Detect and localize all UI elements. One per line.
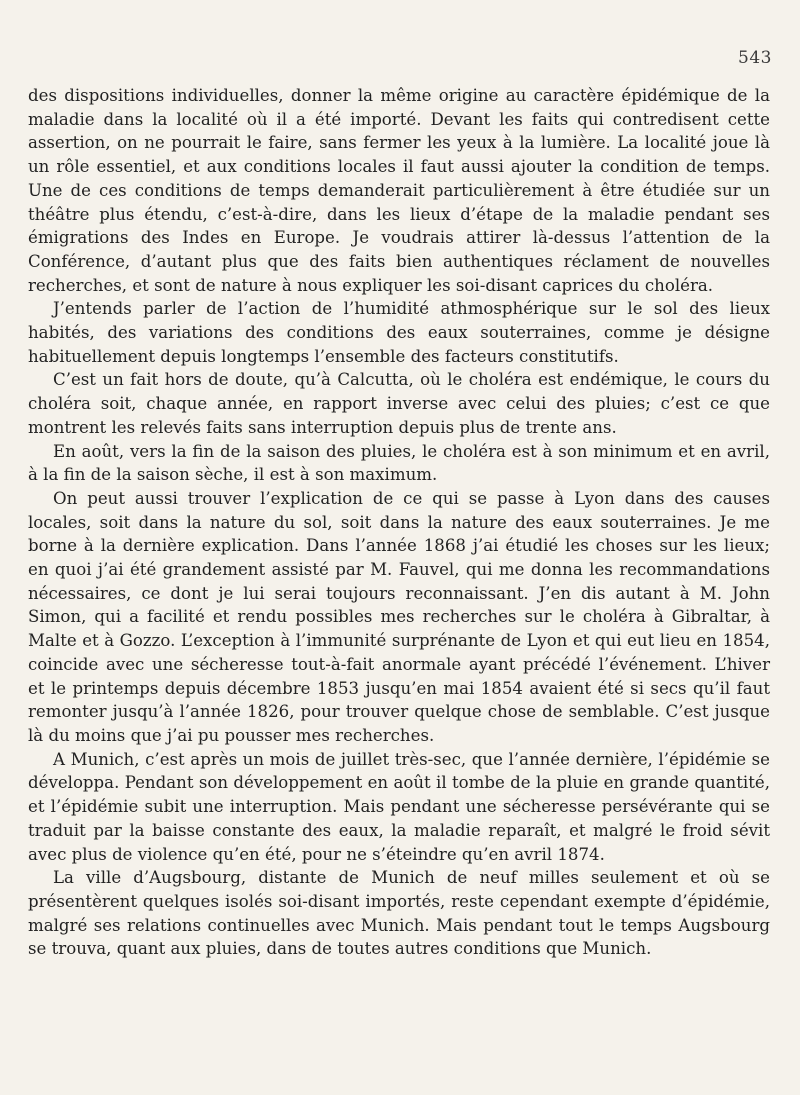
paragraph-7: La ville d’Augsbourg, distante de Munich de neuf milles seulement et où se présentèrent quelques isolés soi-disant importés, reste cependant exempte d’épidémie, malgré ses relations continuelles avec Munich. Mais pendant tout le temps Augsbourg se trouva, quant aux pluies, dans de toutes autres conditions que Munich. bbox=[28, 868, 770, 959]
paragraph-3: C’est un fait hors de doute, qu’à Calcutta, où le choléra est endémique, le cours du choléra soit, chaque année, en rapport inverse avec celui des pluies; c’est ce que montrent les relevés faits sans interruption depuis plus de trente ans. bbox=[28, 370, 770, 437]
paragraph-2: J’entends parler de l’action de l’humidité athmosphérique sur le sol des lieux habités, des variations des conditions des eaux souterraines, comme je désigne habituellement depuis longtemps l’ensemble des facteurs constitutifs. bbox=[28, 299, 770, 366]
page-text-body bbox=[28, 84, 770, 961]
paragraph-5: On peut aussi trouver l’explication de ce qui se passe à Lyon dans des causes locales, soit dans la nature du sol, soit dans la nature des eaux souterraines. Je me borne à la dernière explication. Dans l’année 1868 j’ai étudié les choses sur les lieux; en quoi j’ai été grandement assisté par M. Fauvel, qui me donna les recommandations nécessaires, ce dont je lui serai toujours reconnaissant. J’en dis autant à M. John Simon, qui a facilité et rendu possibles mes recherches sur le choléra à Gibraltar, à Malte et à Gozzo. L’exception à l’immunité surprénante de Lyon et qui eut lieu en 1854, coincide avec une sécheresse tout-à-fait anormale ayant précédé l’événement. L’hiver et le printemps depuis décembre 1853 jusqu’en mai 1854 avaient été si secs qu’il faut remonter jusqu’à l’année 1826, pour trouver quelque chose de semblable. C’est jusque là du moins que j’ai pu pousser mes recherches. bbox=[28, 488, 770, 745]
paragraph-4: En août, vers la fin de la saison des pluies, le choléra est à son minimum et en avril, à la fin de la saison sèche, il est à son maximum. bbox=[28, 441, 770, 485]
page-number: 543 bbox=[738, 48, 772, 68]
paragraph-1: des dispositions individuelles, donner la même origine au caractère épidémique de la maladie dans la localité où il a été importé. Devant les faits qui contredisent cette assertion, on ne pourrait le faire, sans fermer les yeux à la lumière. La localité joue là un rôle essentiel, et aux conditions locales il faut aussi ajouter la condition de temps. Une de ces conditions de temps demanderait particulièrement à être étudiée sur un théâtre plus étendu, c’est-à-dire, dans les lieux d’étape de la maladie pendant ses émigrations des Indes en Europe. Je voudrais attirer là-dessus l’attention de la Conférence, d’autant plus que des faits bien authentiques réclament de nouvelles recherches, et sont de nature à nous expliquer les soi-disant caprices du choléra. bbox=[28, 86, 770, 295]
paragraph-6: A Munich, c’est après un mois de juillet très-sec, que l’année dernière, l’épidémie se développa. Pendant son développement en août il tombe de la pluie en grande quantité, et l’épidémie subit une interruption. Mais pendant une sécheresse persévérante qui se traduit par la baisse constante des eaux, la maladie reparaît, et malgré le froid sévit avec plus de violence qu’en été, pour ne s’éteindre qu’en avril 1874. bbox=[28, 749, 770, 864]
